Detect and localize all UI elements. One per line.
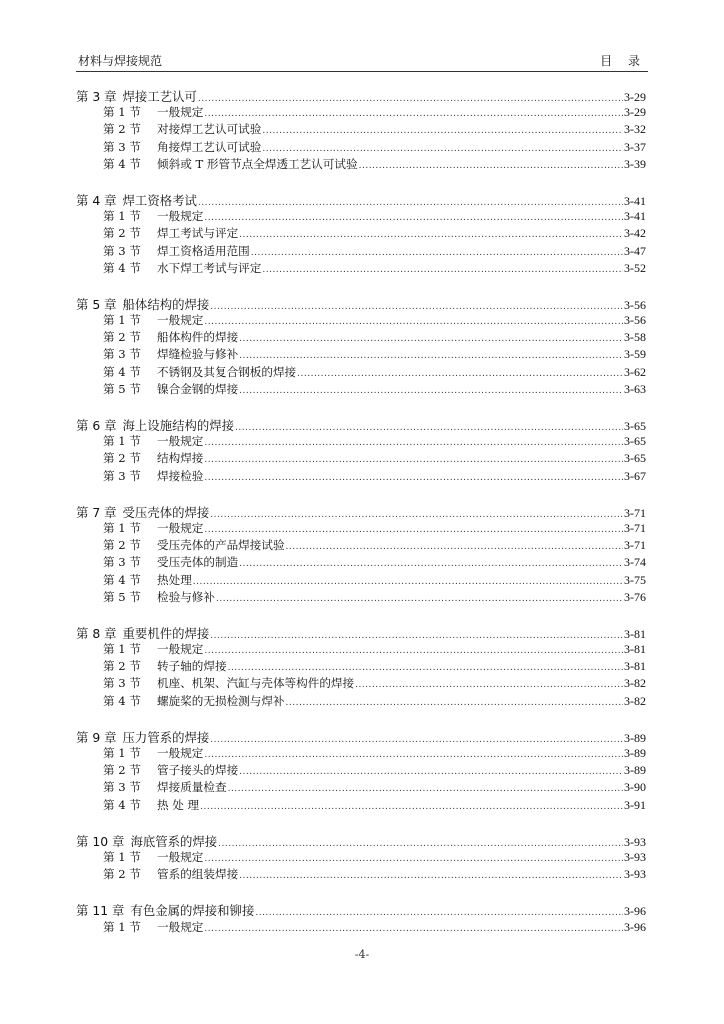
section-title: 一般规定 xyxy=(157,642,204,657)
page-number: -4- xyxy=(354,948,370,961)
section-number: 第 2 节 xyxy=(103,763,141,778)
toc-chapter xyxy=(76,87,646,173)
leader-dots xyxy=(239,230,623,240)
leader-dots xyxy=(204,924,623,934)
section-page: 3-89 xyxy=(624,763,646,778)
section-number: 第 2 节 xyxy=(103,538,141,553)
section-title: 对接焊工艺认可试验 xyxy=(157,122,262,137)
toc-section-entry[interactable] xyxy=(76,260,646,277)
section-label: 目 录 xyxy=(600,54,646,68)
toc-section-entry[interactable] xyxy=(76,381,646,398)
section-page: 3-96 xyxy=(624,919,646,934)
leader-dots xyxy=(210,631,623,641)
leader-dots xyxy=(204,213,623,223)
leader-dots xyxy=(200,802,623,812)
chapter-title: 焊工资格考试 xyxy=(122,192,197,208)
toc-section-entry[interactable] xyxy=(76,346,646,363)
leader-dots xyxy=(262,144,623,154)
section-title: 检验与修补 xyxy=(157,589,215,604)
toc-section-entry[interactable] xyxy=(76,589,646,606)
section-title: 热 处 理 xyxy=(157,797,200,812)
toc-section-entry[interactable] xyxy=(76,121,646,138)
section-title: 一般规定 xyxy=(157,520,204,535)
chapter-page: 3-96 xyxy=(624,904,646,919)
leader-dots xyxy=(239,767,623,777)
chapter-title: 有色金属的焊接和铆接 xyxy=(130,903,255,919)
chapter-label: 第 10 章 xyxy=(76,833,125,849)
section-number: 第 2 节 xyxy=(103,122,141,137)
leader-dots xyxy=(193,577,623,587)
toc-chapter xyxy=(76,191,646,277)
leader-dots xyxy=(216,594,623,604)
section-page: 3-58 xyxy=(624,330,646,345)
chapter-page: 3-89 xyxy=(624,730,646,745)
section-page: 3-82 xyxy=(624,676,646,691)
toc-section-entry[interactable] xyxy=(76,537,646,554)
section-title: 焊缝检验与修补 xyxy=(157,347,239,362)
section-title: 一般规定 xyxy=(157,105,204,120)
toc-section-entry[interactable] xyxy=(76,919,646,936)
leader-dots xyxy=(286,542,623,552)
section-title: 焊接质量检查 xyxy=(157,780,227,795)
toc-chapter-entry[interactable] xyxy=(76,901,646,918)
leader-dots xyxy=(204,438,623,448)
section-number: 第 2 节 xyxy=(103,867,141,882)
toc-section-entry[interactable] xyxy=(76,468,646,485)
section-title: 倾斜或 T 形管节点全焊透工艺认可试验 xyxy=(157,156,358,171)
section-number: 第 1 节 xyxy=(103,642,141,657)
section-title: 不锈钢及其复合钢板的焊接 xyxy=(157,364,297,379)
leader-dots xyxy=(239,334,623,344)
toc-section-entry[interactable] xyxy=(76,364,646,381)
toc-section-entry[interactable] xyxy=(76,156,646,173)
toc-section-entry[interactable] xyxy=(76,139,646,156)
chapter-label: 第 7 章 xyxy=(76,504,117,520)
toc-section-entry[interactable] xyxy=(76,572,646,589)
section-title: 转子轴的焊接 xyxy=(157,659,227,674)
toc-chapter xyxy=(76,832,646,884)
leader-dots xyxy=(204,317,623,327)
toc-chapter-entry[interactable] xyxy=(76,832,646,849)
leader-dots xyxy=(355,680,623,690)
section-title: 一般规定 xyxy=(157,313,204,328)
section-title: 结构焊接 xyxy=(157,451,204,466)
leader-dots xyxy=(204,455,623,465)
section-title: 机座、机架、汽缸与壳体等构件的焊接 xyxy=(157,676,355,691)
section-number: 第 2 节 xyxy=(103,330,141,345)
toc-section-entry[interactable] xyxy=(76,762,646,779)
section-page: 3-75 xyxy=(624,572,646,587)
toc-section-entry[interactable] xyxy=(76,779,646,796)
section-page: 3-81 xyxy=(624,659,646,674)
leader-dots xyxy=(228,663,623,673)
chapter-label: 第 11 章 xyxy=(76,903,125,919)
section-page: 3-91 xyxy=(624,797,646,812)
leader-dots xyxy=(204,646,623,656)
section-title: 受压壳体的制造 xyxy=(157,555,239,570)
section-number: 第 4 节 xyxy=(103,260,141,275)
toc-section-entry[interactable] xyxy=(76,329,646,346)
section-page: 3-56 xyxy=(624,313,646,328)
section-page: 3-32 xyxy=(624,122,646,137)
leader-dots xyxy=(198,94,623,104)
section-title: 螺旋桨的无损检测与焊补 xyxy=(157,693,285,708)
section-number: 第 1 节 xyxy=(103,313,141,328)
section-number: 第 1 节 xyxy=(103,746,141,760)
leader-dots xyxy=(239,871,623,881)
section-page: 3-71 xyxy=(624,520,646,535)
section-number: 第 4 节 xyxy=(103,572,141,587)
section-title: 船体构件的焊接 xyxy=(157,330,239,345)
toc-chapter-entry[interactable] xyxy=(76,416,646,433)
leader-dots xyxy=(228,784,623,794)
toc-section-entry[interactable] xyxy=(76,797,646,814)
section-title: 热处理 xyxy=(157,572,192,587)
section-number: 第 1 节 xyxy=(103,434,141,449)
chapter-title: 重要机件的焊接 xyxy=(122,625,210,641)
section-number: 第 1 节 xyxy=(103,849,141,864)
section-title: 焊工资格适用范围 xyxy=(157,243,250,258)
section-title: 管子接头的焊接 xyxy=(157,763,239,778)
toc-chapter-entry[interactable] xyxy=(76,728,646,745)
toc-chapter xyxy=(76,728,646,814)
section-number: 第 5 节 xyxy=(103,381,141,396)
chapter-page: 3-81 xyxy=(624,626,646,641)
section-page: 3-65 xyxy=(624,451,646,466)
leader-dots xyxy=(286,698,623,708)
leader-dots xyxy=(239,386,623,396)
chapter-title: 海上设施结构的焊接 xyxy=(122,418,235,433)
leader-dots xyxy=(204,854,623,864)
section-title: 焊工考试与评定 xyxy=(157,226,239,241)
section-title: 镍合金钢的焊接 xyxy=(157,381,239,396)
leader-dots xyxy=(218,839,623,849)
chapter-page: 3-93 xyxy=(624,834,646,849)
leader-dots xyxy=(204,525,623,535)
toc-chapter-entry[interactable] xyxy=(76,191,646,208)
toc-section-entry[interactable] xyxy=(76,208,646,225)
leader-dots xyxy=(359,161,623,171)
section-title: 一般规定 xyxy=(157,746,204,760)
chapter-page: 3-41 xyxy=(624,193,646,208)
toc-chapter xyxy=(76,624,646,710)
leader-dots xyxy=(210,510,623,520)
chapter-title: 船体结构的焊接 xyxy=(122,296,210,312)
section-number: 第 4 节 xyxy=(103,364,141,379)
leader-dots xyxy=(255,908,623,918)
section-page: 3-89 xyxy=(624,746,646,760)
section-title: 一般规定 xyxy=(157,919,204,934)
toc-section-entry[interactable] xyxy=(76,641,646,658)
leader-dots xyxy=(239,351,623,361)
section-title: 受压壳体的产品焊接试验 xyxy=(157,538,285,553)
section-number: 第 2 节 xyxy=(103,451,141,466)
section-number: 第 1 节 xyxy=(103,105,141,120)
leader-dots xyxy=(210,735,623,745)
leader-dots xyxy=(204,473,623,483)
section-title: 一般规定 xyxy=(157,849,204,864)
section-page: 3-74 xyxy=(624,555,646,570)
section-number: 第 3 节 xyxy=(103,780,141,795)
toc-chapter-entry[interactable] xyxy=(76,624,646,641)
toc-section-entry[interactable] xyxy=(76,658,646,675)
section-number: 第 2 节 xyxy=(103,659,141,674)
leader-dots xyxy=(235,423,623,433)
chapter-title: 压力管系的焊接 xyxy=(122,729,210,745)
section-page: 3-81 xyxy=(624,642,646,657)
chapter-label: 第 9 章 xyxy=(76,729,117,745)
chapter-page: 3-29 xyxy=(624,90,646,104)
leader-dots xyxy=(239,559,623,569)
toc-section-entry[interactable] xyxy=(76,450,646,467)
section-title: 角接焊工艺认可试验 xyxy=(157,139,262,154)
chapter-page: 3-65 xyxy=(624,419,646,433)
section-page: 3-65 xyxy=(624,434,646,449)
leader-dots xyxy=(262,265,623,275)
section-page: 3-90 xyxy=(624,780,646,795)
leader-dots xyxy=(198,198,623,208)
page-header xyxy=(76,52,648,72)
toc-chapter-entry[interactable] xyxy=(76,503,646,520)
section-number: 第 3 节 xyxy=(103,555,141,570)
section-page: 3-47 xyxy=(624,243,646,258)
table-of-contents xyxy=(76,87,646,954)
section-number: 第 4 节 xyxy=(103,156,141,171)
toc-section-entry[interactable] xyxy=(76,312,646,329)
toc-section-entry[interactable] xyxy=(76,225,646,242)
section-page: 3-93 xyxy=(624,867,646,882)
section-title: 焊接检验 xyxy=(157,468,204,483)
toc-chapter xyxy=(76,295,646,398)
section-number: 第 1 节 xyxy=(103,520,141,535)
chapter-title: 焊接工艺认可 xyxy=(122,89,197,104)
section-number: 第 3 节 xyxy=(103,347,141,362)
toc-section-entry[interactable] xyxy=(76,866,646,883)
section-title: 一般规定 xyxy=(157,209,204,224)
section-page: 3-71 xyxy=(624,538,646,553)
section-number: 第 3 节 xyxy=(103,139,141,154)
chapter-label: 第 5 章 xyxy=(76,296,117,312)
toc-chapter-entry[interactable] xyxy=(76,87,646,104)
chapter-title: 受压壳体的焊接 xyxy=(122,504,210,520)
section-number: 第 1 节 xyxy=(103,209,141,224)
toc-section-entry[interactable] xyxy=(76,433,646,450)
section-page: 3-39 xyxy=(624,156,646,171)
section-number: 第 2 节 xyxy=(103,226,141,241)
leader-dots xyxy=(210,302,623,312)
section-number: 第 5 节 xyxy=(103,589,141,604)
section-number: 第 1 节 xyxy=(103,919,141,934)
leader-dots xyxy=(204,750,623,760)
section-number: 第 3 节 xyxy=(103,243,141,258)
section-page: 3-62 xyxy=(624,364,646,379)
section-title: 水下焊工考试与评定 xyxy=(157,260,262,275)
header-rule xyxy=(76,71,648,72)
chapter-label: 第 4 章 xyxy=(76,192,117,208)
toc-section-entry[interactable] xyxy=(76,745,646,762)
chapter-page: 3-71 xyxy=(624,505,646,520)
section-page: 3-82 xyxy=(624,693,646,708)
section-page: 3-63 xyxy=(624,381,646,396)
section-page: 3-67 xyxy=(624,468,646,483)
toc-section-entry[interactable] xyxy=(76,243,646,260)
toc-section-entry[interactable] xyxy=(76,520,646,537)
leader-dots xyxy=(262,126,623,136)
section-page: 3-76 xyxy=(624,589,646,604)
section-title: 一般规定 xyxy=(157,434,204,449)
toc-chapter xyxy=(76,416,646,485)
toc-chapter xyxy=(76,503,646,606)
section-page: 3-52 xyxy=(624,260,646,275)
chapter-label: 第 8 章 xyxy=(76,625,117,641)
toc-chapter-entry[interactable] xyxy=(76,295,646,312)
toc-section-entry[interactable] xyxy=(76,104,646,121)
chapter-title: 海底管系的焊接 xyxy=(130,833,218,849)
document-title: 材料与焊接规范 xyxy=(78,54,163,68)
section-number: 第 3 节 xyxy=(103,676,141,691)
section-number: 第 4 节 xyxy=(103,797,141,812)
section-page: 3-42 xyxy=(624,226,646,241)
leader-dots xyxy=(204,109,623,119)
section-number: 第 4 节 xyxy=(103,693,141,708)
chapter-label: 第 6 章 xyxy=(76,418,117,433)
toc-section-entry[interactable] xyxy=(76,554,646,571)
toc-section-entry[interactable] xyxy=(76,675,646,692)
section-number: 第 3 节 xyxy=(103,468,141,483)
section-page: 3-93 xyxy=(624,849,646,864)
chapter-page: 3-56 xyxy=(624,297,646,312)
leader-dots xyxy=(251,248,623,258)
toc-section-entry[interactable] xyxy=(76,849,646,866)
section-page: 3-29 xyxy=(624,105,646,120)
leader-dots xyxy=(297,369,623,379)
toc-chapter xyxy=(76,901,646,935)
section-page: 3-37 xyxy=(624,139,646,154)
toc-section-entry[interactable] xyxy=(76,693,646,710)
section-page: 3-41 xyxy=(624,209,646,224)
section-page: 3-59 xyxy=(624,347,646,362)
section-title: 管系的组装焊接 xyxy=(157,867,239,882)
chapter-label: 第 3 章 xyxy=(76,89,117,104)
